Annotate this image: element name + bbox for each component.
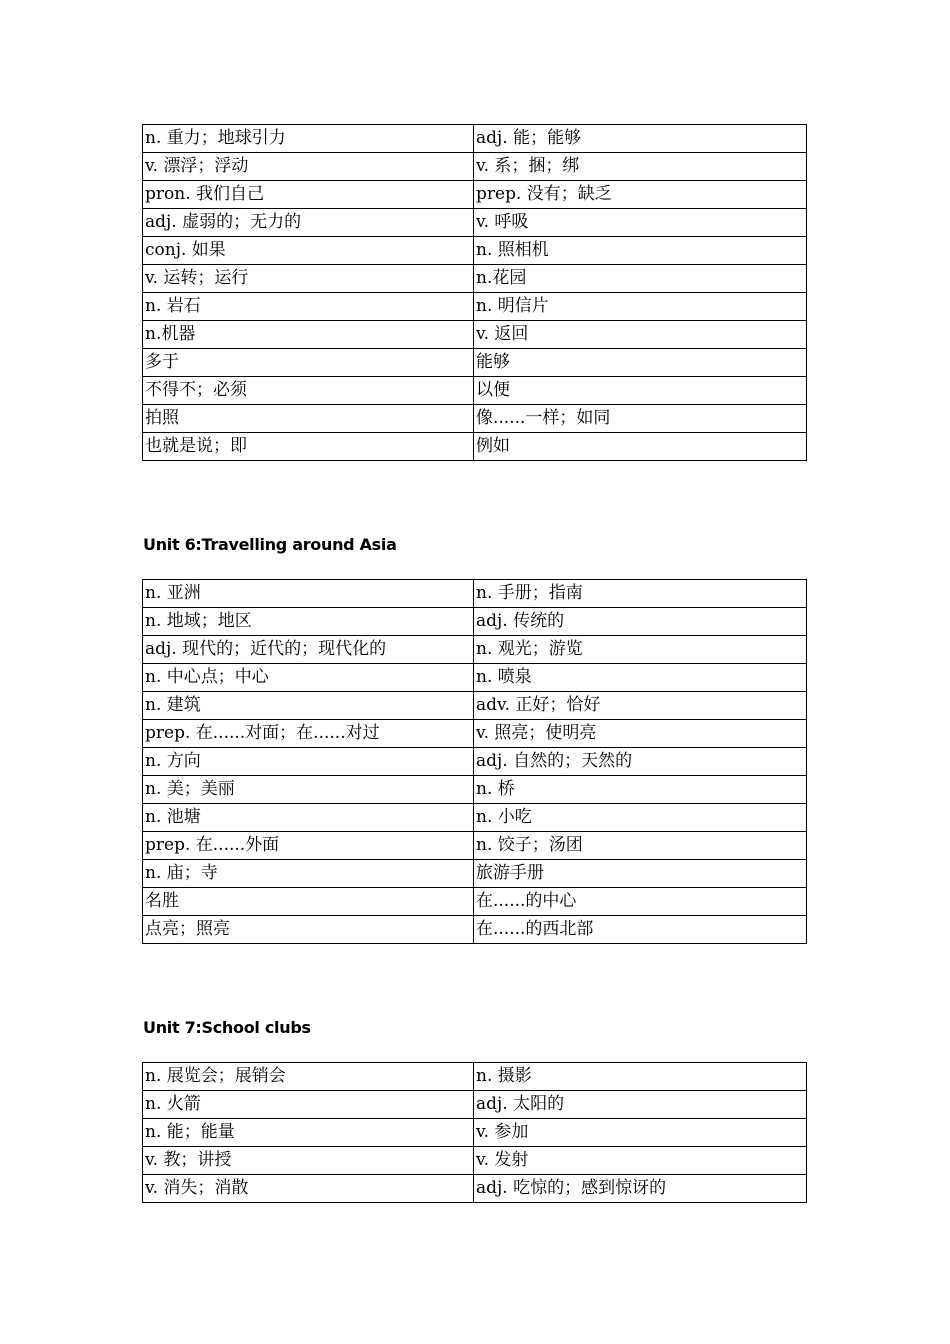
table-cell: n. 美；美丽 bbox=[143, 776, 474, 804]
table-cell: v. 消失；消散 bbox=[143, 1175, 474, 1203]
table-cell: v. 参加 bbox=[474, 1119, 807, 1147]
table-cell: n. 观光；游览 bbox=[474, 636, 807, 664]
table-row bbox=[143, 321, 807, 349]
vocab-table-unit6 bbox=[142, 579, 807, 944]
table-row bbox=[143, 405, 807, 433]
table-cell: prep. 在......外面 bbox=[143, 832, 474, 860]
table-cell: n. 方向 bbox=[143, 748, 474, 776]
table-cell: 也就是说；即 bbox=[143, 433, 474, 461]
table-cell: adj. 虚弱的；无力的 bbox=[143, 209, 474, 237]
table-cell: v. 教；讲授 bbox=[143, 1147, 474, 1175]
table-cell: v. 呼吸 bbox=[474, 209, 807, 237]
table-cell: conj. 如果 bbox=[143, 237, 474, 265]
table-cell: 像......一样；如同 bbox=[474, 405, 807, 433]
table-row bbox=[143, 664, 807, 692]
table-cell: prep. 没有；缺乏 bbox=[474, 181, 807, 209]
table-cell: pron. 我们自己 bbox=[143, 181, 474, 209]
table-row bbox=[143, 832, 807, 860]
table-cell: n. 中心点；中心 bbox=[143, 664, 474, 692]
table-row bbox=[143, 748, 807, 776]
table-cell: n. 庙；寺 bbox=[143, 860, 474, 888]
table-cell: v. 运转；运行 bbox=[143, 265, 474, 293]
table-cell: n. 手册；指南 bbox=[474, 580, 807, 608]
table-row bbox=[143, 804, 807, 832]
table-cell: n. 桥 bbox=[474, 776, 807, 804]
table-row bbox=[143, 293, 807, 321]
table-cell: n. 饺子；汤团 bbox=[474, 832, 807, 860]
table-cell: v. 漂浮；浮动 bbox=[143, 153, 474, 181]
table-cell: 能够 bbox=[474, 349, 807, 377]
table-row bbox=[143, 1091, 807, 1119]
table-cell: 不得不；必须 bbox=[143, 377, 474, 405]
table-row bbox=[143, 265, 807, 293]
vocab-table-unit5 bbox=[142, 124, 807, 461]
table-row bbox=[143, 1119, 807, 1147]
table-cell: 名胜 bbox=[143, 888, 474, 916]
table-cell: adv. 正好；恰好 bbox=[474, 692, 807, 720]
table-row bbox=[143, 125, 807, 153]
table-cell: n. 重力；地球引力 bbox=[143, 125, 474, 153]
table-row bbox=[143, 636, 807, 664]
vocab-table-unit7 bbox=[142, 1062, 807, 1203]
table-cell: 拍照 bbox=[143, 405, 474, 433]
table-row bbox=[143, 1147, 807, 1175]
table-cell: v. 照亮；使明亮 bbox=[474, 720, 807, 748]
table-cell: v. 系；捆；绑 bbox=[474, 153, 807, 181]
vocab-table-body bbox=[143, 580, 807, 944]
table-cell: adj. 自然的；天然的 bbox=[474, 748, 807, 776]
table-cell: n. 地域；地区 bbox=[143, 608, 474, 636]
table-cell: n. 亚洲 bbox=[143, 580, 474, 608]
table-row bbox=[143, 377, 807, 405]
table-cell: 以便 bbox=[474, 377, 807, 405]
table-cell: n. 明信片 bbox=[474, 293, 807, 321]
table-row bbox=[143, 1175, 807, 1203]
table-row bbox=[143, 888, 807, 916]
table-cell: n. 岩石 bbox=[143, 293, 474, 321]
table-cell: adj. 吃惊的；感到惊讶的 bbox=[474, 1175, 807, 1203]
vocab-table-body bbox=[143, 1063, 807, 1203]
section-heading-unit6: Unit 6:Travelling around Asia bbox=[143, 535, 397, 554]
table-row bbox=[143, 237, 807, 265]
table-row bbox=[143, 692, 807, 720]
section-heading-unit7: Unit 7:School clubs bbox=[143, 1018, 311, 1037]
table-cell: n. 喷泉 bbox=[474, 664, 807, 692]
vocab-table-body bbox=[143, 125, 807, 461]
table-row bbox=[143, 776, 807, 804]
table-cell: adj. 能；能够 bbox=[474, 125, 807, 153]
table-cell: n.花园 bbox=[474, 265, 807, 293]
table-row bbox=[143, 1063, 807, 1091]
table-cell: 例如 bbox=[474, 433, 807, 461]
table-cell: adj. 传统的 bbox=[474, 608, 807, 636]
table-row bbox=[143, 580, 807, 608]
table-row bbox=[143, 181, 807, 209]
table-cell: 在......的西北部 bbox=[474, 916, 807, 944]
table-cell: v. 返回 bbox=[474, 321, 807, 349]
table-cell: n.机器 bbox=[143, 321, 474, 349]
table-cell: 多于 bbox=[143, 349, 474, 377]
table-cell: adj. 太阳的 bbox=[474, 1091, 807, 1119]
table-row bbox=[143, 153, 807, 181]
table-row bbox=[143, 349, 807, 377]
table-cell: adj. 现代的；近代的；现代化的 bbox=[143, 636, 474, 664]
table-cell: n. 池塘 bbox=[143, 804, 474, 832]
table-cell: n. 小吃 bbox=[474, 804, 807, 832]
table-row bbox=[143, 860, 807, 888]
table-cell: n. 摄影 bbox=[474, 1063, 807, 1091]
table-row bbox=[143, 608, 807, 636]
table-row bbox=[143, 433, 807, 461]
table-cell: n. 建筑 bbox=[143, 692, 474, 720]
table-cell: prep. 在......对面；在......对过 bbox=[143, 720, 474, 748]
table-cell: n. 能；能量 bbox=[143, 1119, 474, 1147]
table-cell: 旅游手册 bbox=[474, 860, 807, 888]
table-cell: n. 展览会；展销会 bbox=[143, 1063, 474, 1091]
table-cell: n. 照相机 bbox=[474, 237, 807, 265]
table-row bbox=[143, 916, 807, 944]
table-row bbox=[143, 209, 807, 237]
table-cell: 点亮；照亮 bbox=[143, 916, 474, 944]
table-cell: n. 火箭 bbox=[143, 1091, 474, 1119]
table-cell: 在......的中心 bbox=[474, 888, 807, 916]
table-row bbox=[143, 720, 807, 748]
table-cell: v. 发射 bbox=[474, 1147, 807, 1175]
